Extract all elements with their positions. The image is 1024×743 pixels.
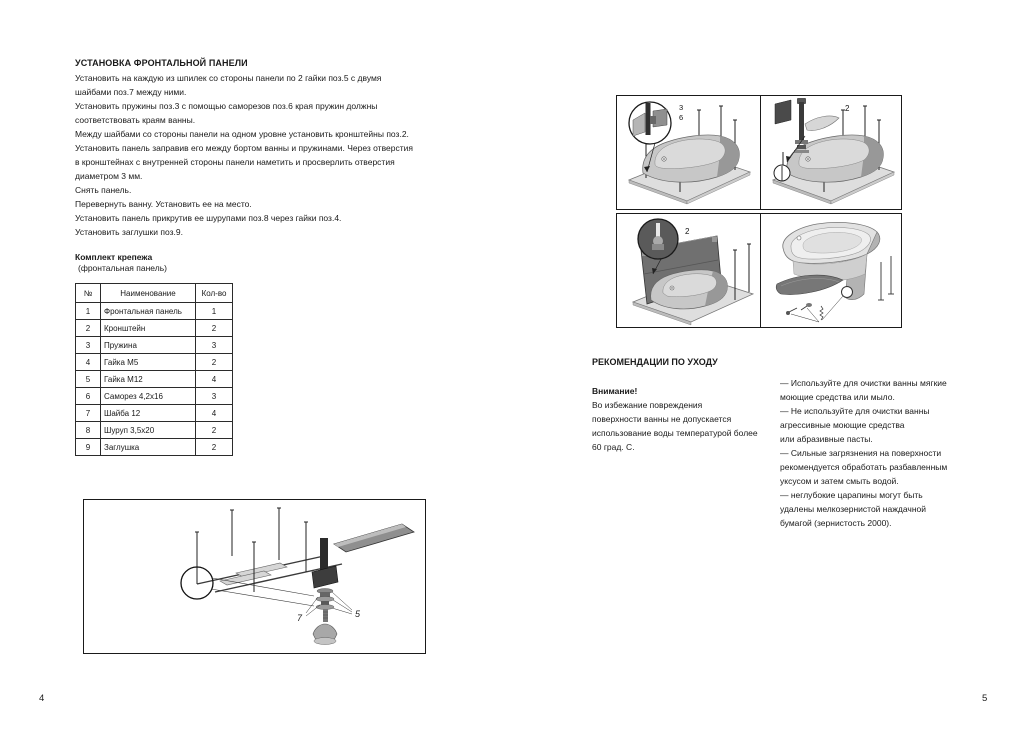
table-cell: 3 (196, 337, 233, 354)
kit-title: Комплект крепежа (75, 252, 153, 262)
table-row (76, 388, 233, 405)
table-header-row (76, 284, 233, 303)
paragraph-line: в кронштейнах с внутренней стороны панели наметить и просверлить отверстия (75, 157, 395, 167)
warning-line: 60 град. С. (592, 442, 635, 452)
table-cell: 1 (196, 303, 233, 320)
table-cell: 3 (196, 388, 233, 405)
table-cell: Пружина (101, 337, 196, 354)
figure-step1-springs (616, 95, 761, 210)
paragraph-line: Между шайбами со стороны панели на одном уровне установить кронштейны поз.2. (75, 129, 409, 139)
warning-line: Во избежание повреждения (592, 400, 703, 410)
table-cell: Гайка М5 (101, 354, 196, 371)
bathtub-panel-drawing (617, 214, 760, 327)
foot-detail (312, 524, 414, 645)
table-cell: 4 (196, 371, 233, 388)
table-cell: 2 (196, 422, 233, 439)
paragraph-line: Установить заглушки поз.9. (75, 227, 183, 237)
figure-label-bracket: 2 (845, 104, 850, 113)
tip-line: удалены мелкозернистой наждачной (780, 504, 926, 514)
figure-label-nut: 5 (355, 609, 361, 619)
paragraph-line: соответствовать краям ванны. (75, 115, 196, 125)
table-header-name: Наименование (101, 284, 196, 303)
care-tips-column (780, 376, 947, 530)
kit-subtitle: (фронтальная панель) (78, 263, 167, 273)
table-cell: 8 (76, 422, 101, 439)
warning-line: поверхности ванны не допускается (592, 414, 732, 424)
table-cell: Гайка М12 (101, 371, 196, 388)
figure-label-screw: 6 (679, 113, 684, 122)
care-warning-column (592, 384, 758, 454)
table-cell: 4 (196, 405, 233, 422)
parts-table (75, 283, 233, 456)
tip-line: уксусом и затем смыть водой. (780, 476, 899, 486)
paragraph-line: Перевернуть ванну. Установить ее на место. (75, 199, 252, 209)
paragraph-line: Снять панель. (75, 185, 132, 195)
figure-step3-panel-mounted (616, 213, 761, 328)
warning-line: использование воды температурой более (592, 428, 758, 438)
tip-line: — неглубокие царапины могут быть (780, 490, 923, 500)
table-cell: 4 (76, 354, 101, 371)
figure-frame-assembly (83, 499, 426, 654)
warning-title: Внимание! (592, 386, 638, 396)
bathtub-upright-drawing (761, 214, 901, 327)
table-row (76, 303, 233, 320)
table-row (76, 405, 233, 422)
tip-line: — Сильные загрязнения на поверхности (780, 448, 942, 458)
tip-line: бумагой (зернистость 2000). (780, 518, 892, 528)
table-cell: 6 (76, 388, 101, 405)
table-cell: 2 (196, 354, 233, 371)
page-number-left: 4 (39, 693, 45, 704)
table-row (76, 371, 233, 388)
page-number-right: 5 (982, 693, 988, 704)
table-cell: Шайба 12 (101, 405, 196, 422)
paragraph-line: Установить на каждую из шпилек со стороны панели по 2 гайки поз.5 с двумя (75, 73, 382, 83)
table-header-quantity: Кол-во (196, 284, 233, 303)
tip-line: — Не используйте для очистки ванны (780, 406, 930, 416)
studs (878, 256, 894, 300)
table-cell: 5 (76, 371, 101, 388)
tip-line: или абразивные пасты. (780, 434, 873, 444)
figure-step4-finished (760, 213, 902, 328)
figure-label-screwing: 2 (685, 227, 690, 236)
table-header-number: № (76, 284, 101, 303)
tip-line: рекомендуется обработать разбавленным (780, 462, 948, 472)
table-cell: Заглушка (101, 439, 196, 456)
paragraph-line: диаметром 3 мм. (75, 171, 143, 181)
table-cell: Шуруп 3,5х20 (101, 422, 196, 439)
paragraph-line: Установить пружины поз.3 с помощью саморезов поз.6 края пружин должны (75, 101, 378, 111)
table-row (76, 422, 233, 439)
install-section-title: УСТАНОВКА ФРОНТАЛЬНОЙ ПАНЕЛИ (75, 58, 248, 68)
table-row (76, 439, 233, 456)
table-cell: 7 (76, 405, 101, 422)
table-cell: 1 (76, 303, 101, 320)
figure-label-spring: 3 (679, 103, 684, 112)
table-row (76, 354, 233, 371)
paragraph-line: Установить панель заправив его между бортом ванны и пружинами. Через отверстия (75, 143, 413, 153)
bathtub-inverted-drawing-1 (617, 96, 760, 209)
care-section (592, 357, 948, 537)
table-cell: Фронтальная панель (101, 303, 196, 320)
paragraph-line: Установить панель прикрутив ее шурупами поз.8 через гайки поз.4. (75, 213, 342, 223)
install-instructions (75, 71, 413, 239)
table-row (76, 320, 233, 337)
table-cell: 3 (76, 337, 101, 354)
table-cell: 9 (76, 439, 101, 456)
care-section-title: РЕКОМЕНДАЦИИ ПО УХОДУ (592, 357, 718, 367)
table-cell: Саморез 4,2х16 (101, 388, 196, 405)
figure-step2-brackets (760, 95, 902, 210)
table-row (76, 337, 233, 354)
tip-line: — Используйте для очистки ванны мягкие (780, 378, 947, 388)
table-cell: Кронштейн (101, 320, 196, 337)
bathtub-inverted-drawing-2 (761, 96, 901, 209)
table-cell: 2 (196, 439, 233, 456)
frame-drawing (84, 500, 425, 653)
fasteners (786, 296, 843, 322)
paragraph-line: шайбами поз.7 между ними. (75, 87, 187, 97)
tip-line: агрессивные моющие средства (780, 420, 905, 430)
figure-label-washer: 7 (297, 613, 303, 623)
table-cell: 2 (196, 320, 233, 337)
tip-line: моющие средства или мыло. (780, 392, 895, 402)
table-cell: 2 (76, 320, 101, 337)
